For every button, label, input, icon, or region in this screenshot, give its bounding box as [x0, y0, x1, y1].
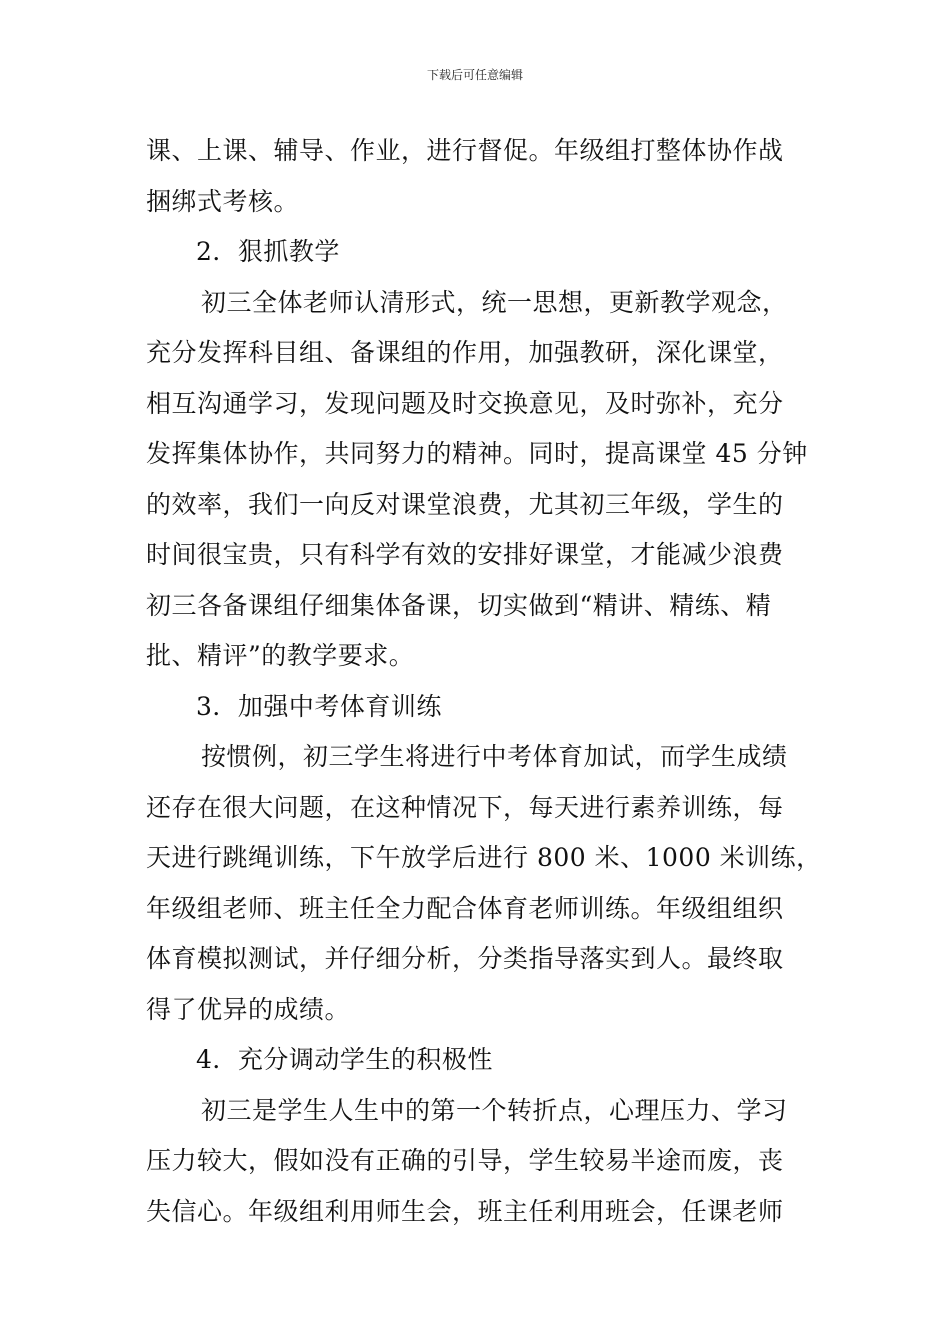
text-line: 体育模拟测试，并仔细分析，分类指导落实到人。最终取: [146, 944, 784, 973]
text-line: 的效率，我们一向反对课堂浪费，尤其初三年级，学生的: [146, 489, 784, 519]
text-line: 批、精评”的教学要求。: [146, 641, 415, 670]
page-header: 下载后可任意编辑: [426, 68, 523, 82]
text-line: 发挥集体协作，共同努力的精神。同时，提高课堂 45 分钟: [146, 439, 808, 468]
text-line: 压力较大，假如没有正确的引导，学生较易半途而废，丧: [146, 1146, 784, 1175]
text-line: 课、上课、辅导、作业，进行督促。年级组打整体协作战: [146, 136, 784, 165]
paragraph-start: 初三是学生人生中的第一个转折点，心理压力、学习: [201, 1095, 788, 1125]
text-line: 天进行跳绳训练，下午放学后进行 800 米、1000 米训练，: [146, 843, 822, 872]
text-line: 初三各备课组仔细集体备课，切实做到“精讲、精练、精: [146, 590, 772, 620]
text-line: 还存在很大问题，在这种情况下，每天进行素养训练，每: [146, 792, 784, 822]
section-heading: 4．充分调动学生的积极性: [196, 1045, 493, 1074]
text-line: 捆绑式考核。: [146, 186, 300, 216]
paragraph-start: 初三全体老师认清形式，统一思想，更新教学观念，: [201, 287, 788, 317]
text-line: 年级组老师、班主任全力配合体育老师训练。年级组组织: [146, 893, 784, 923]
paragraph-start: 按惯例，初三学生将进行中考体育加试，而学生成绩: [201, 742, 788, 771]
text-line: 时间很宝贵，只有科学有效的安排好课堂，才能减少浪费: [146, 540, 784, 569]
text-line: 失信心。年级组利用师生会，班主任利用班会，任课老师: [146, 1196, 784, 1226]
section-heading: 2．狠抓教学: [196, 237, 340, 266]
document-body: [146, 126, 822, 1237]
text-line: 得了优异的成绩。: [146, 994, 351, 1024]
text-line: 充分发挥科目组、备课组的作用，加强教研，深化课堂，: [146, 338, 784, 367]
text-line: 相互沟通学习，发现问题及时交换意见，及时弥补，充分: [146, 388, 784, 418]
section-heading: 3．加强中考体育训练: [196, 691, 442, 721]
